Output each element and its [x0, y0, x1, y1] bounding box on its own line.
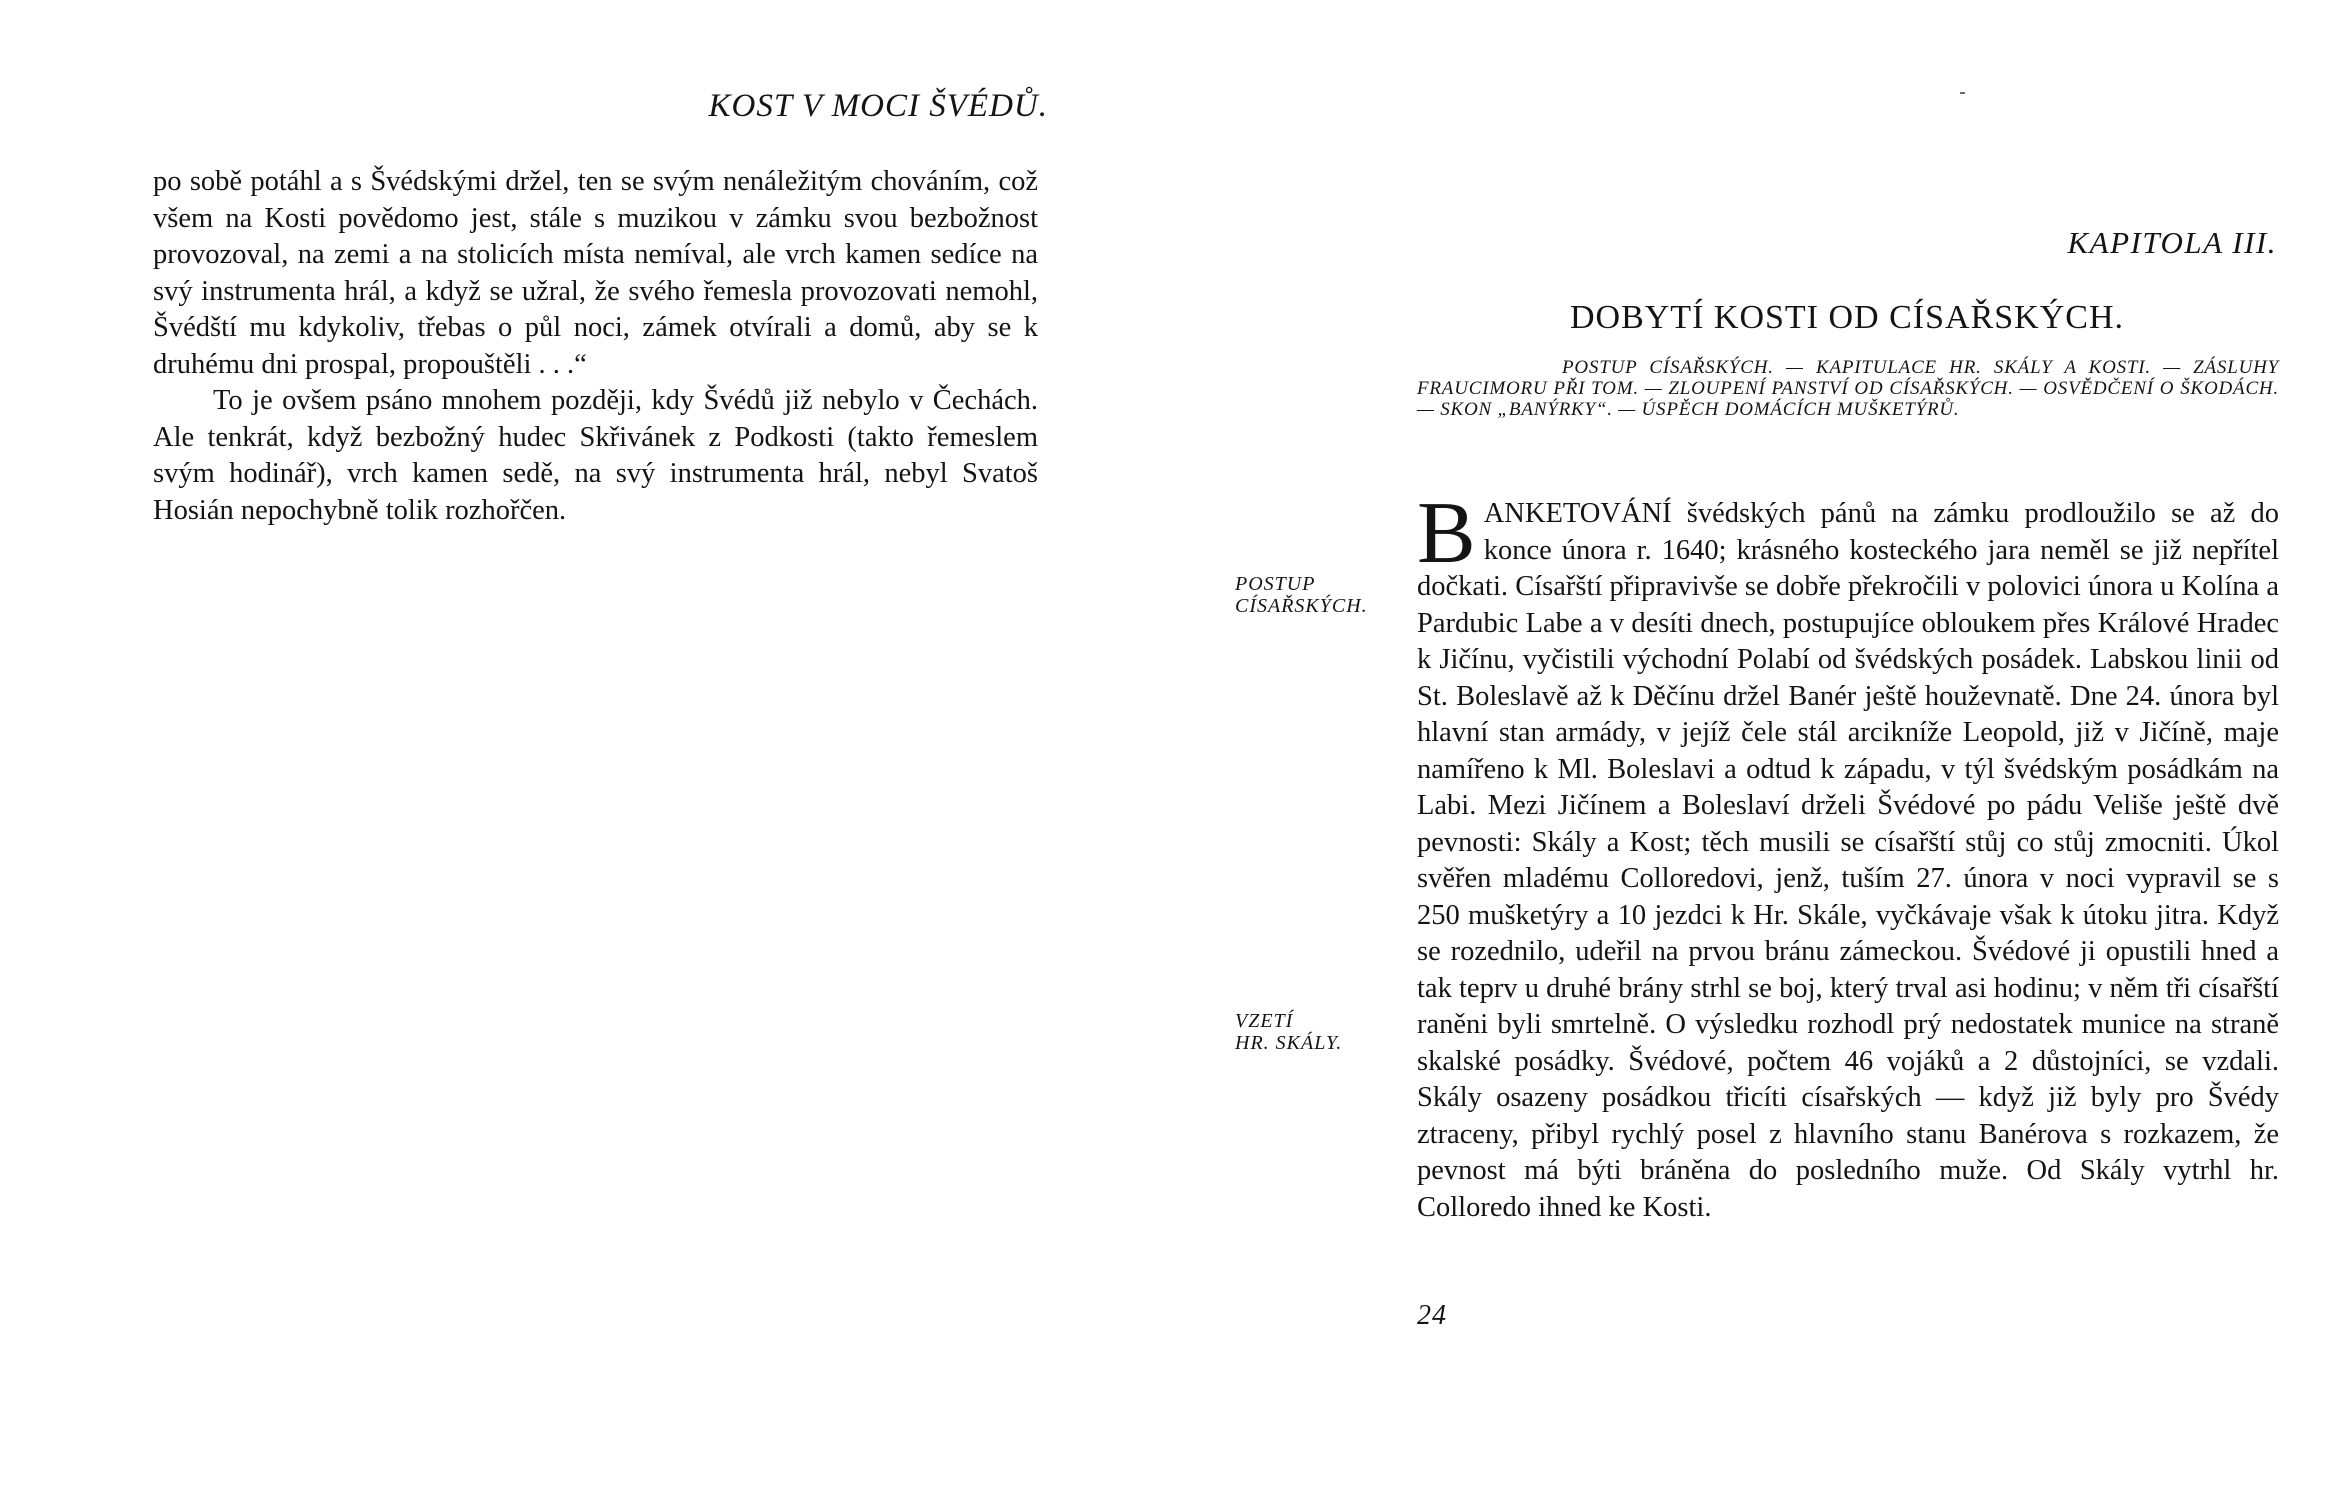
- chapter-body: [1417, 485, 2279, 1226]
- margin-note-line: HR. SKÁLY.: [1235, 1032, 1343, 1054]
- chapter-paragraph: [1417, 485, 2279, 1226]
- left-page-text: [153, 164, 1038, 529]
- right-page: [1172, 0, 2344, 1501]
- chapter-label: KAPITOLA III.: [2067, 225, 2277, 260]
- paragraph: po sobě potáhl a s Švédskými držel, ten se svým nenáležitým chováním, což všem na Kosti povědomo jest, stále s muzikou v zámku svou bezbožnost provozoval, na zemi a na stolicích místa nemíval, ale vrch kamen sedíce na svý instrumenta hrál, a když se užral, že svého řemesla provozovati nemohl, Švédští mu kdykoliv, třebas o půl noci, zámek otvírali a domů, aby se k druhému dni prospal, propouštěli . . .“: [153, 166, 1038, 380]
- chapter-summary-text: POSTUP CÍSAŘSKÝCH. — KAPITULACE HR. SKÁLY A KOSTI. — ZÁSLUHY FRAUCIMORU PŘI TOM. — ZLOUPENÍ PANSTVÍ OD CÍSAŘSKÝCH. — OSVĚDČENÍ O ŠKODÁCH. — SKON „BANÝRKY“. — ÚSPĚCH DOMÁCÍCH MUŠKETÝRŮ.: [1417, 357, 2279, 420]
- margin-note: [1235, 573, 1415, 617]
- margin-note: [1235, 1010, 1415, 1054]
- chapter-title: DOBYTÍ KOSTI OD CÍSAŘSKÝCH.: [1569, 299, 2125, 336]
- margin-note-line: POSTUP: [1235, 573, 1316, 595]
- page-number: 24: [1417, 1300, 1447, 1331]
- margin-note-line: VZETÍ: [1235, 1010, 1294, 1032]
- chapter-summary: [1417, 357, 2279, 420]
- margin-note-line: CÍSAŘSKÝCH.: [1235, 595, 1368, 617]
- running-head: KOST V MOCI ŠVÉDŮ.: [708, 88, 1048, 124]
- print-speck: [1960, 92, 1965, 94]
- paragraph: To je ovšem psáno mnohem později, kdy Švédů již nebylo v Čechách. Ale tenkrát, když bezbožný hudec Skřivánek z Podkosti (takto řemeslem svým hodinář), vrch kamen sedě, na svý instrumenta hrál, nebyl Svatoš Hosián nepochybně tolik rozhořčen.: [153, 385, 1038, 526]
- chapter-paragraph-text: ANKETOVÁNÍ švédských pánů na zámku prodloužilo se až do konce února r. 1640; krásného kosteckého jara neměl se již nepřítel dočkati. Císařští připravivše se dobře překročili v polovici února u Kolína a Pardubic Labe a v desíti dnech, postupujíce obloukem přes Králové Hradec k Jičínu, vyčistili východní Polabí od švédských posádek. Labskou linii od St. Boleslavě až k Děčínu držel Banér ještě houževnatě. Dne 24. února byl hlavní stan armády, v jejíž čele stál arcikníže Leopold, již v Jičíně, maje namířeno k Ml. Boleslavi a odtud k západu, v týl švédským posádkám na Labi. Mezi Jičínem a Boleslaví drželi Švédové po pádu Veliše ještě dvě pevnosti: Skály a Kost; těch musili se císařští stůj co stůj zmocniti. Úkol svěřen mladému Colloredovi, jenž, tuším 27. února v noci vypravil se s 250 mušketýry a 10 jezdci k Hr. Skále, vyčkávaje však k útoku jitra. Když se rozednilo, udeřil na prvou bránu zámeckou. Švédové ji opustili hned a tak teprv u druhé brány strhl se boj, který trval asi hodinu; v něm tři císařští raněni byli smrtelně. O výsledku rozhodl prý nedostatek munice na straně skalské posádky. Švédové, počtem 46 vojáků a 2 důstojníci, se vzdali. Skály osazeny posádkou třicíti císařských — když již byly pro Švédy ztraceny, přibyl rychlý posel z hlavního stanu Banérova s rozkazem, že pevnost má býti bráněna do posledního muže. Od Skály vytrhl hr. Colloredo ihned ke Kosti.: [1417, 498, 2279, 1223]
- drop-cap: B: [1417, 485, 1476, 582]
